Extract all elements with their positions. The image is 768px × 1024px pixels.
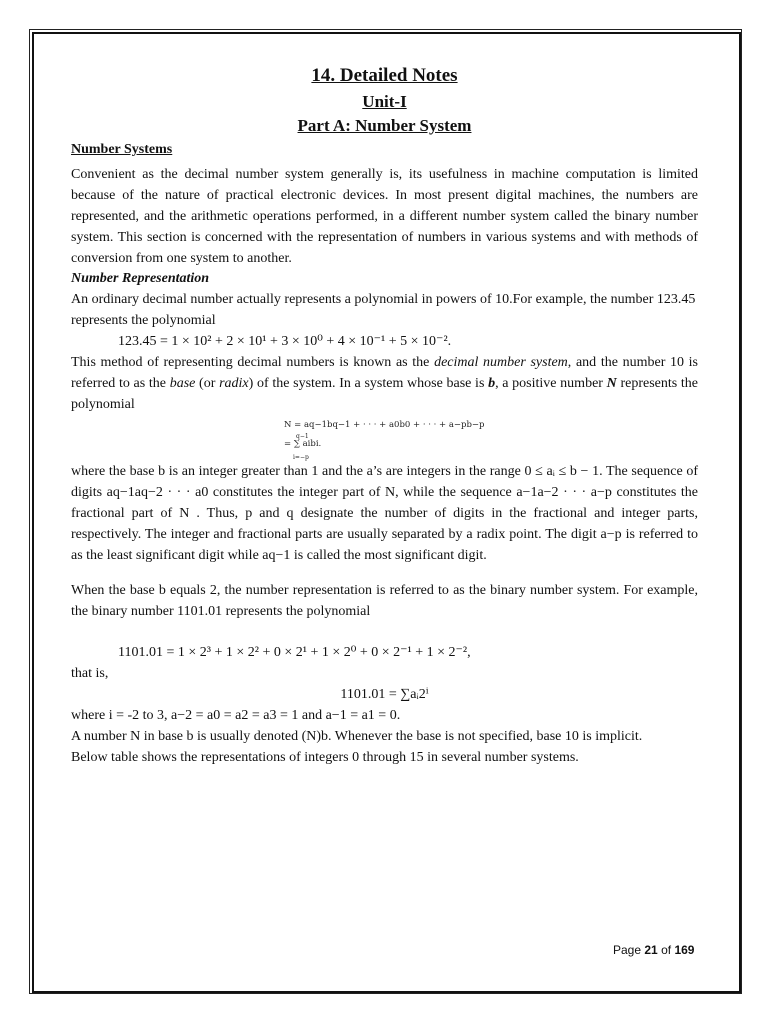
- base-text-n-symbol: N: [606, 376, 617, 391]
- subheading-number-representation: Number Representation: [71, 271, 210, 286]
- formula-sum-upper: q−1: [296, 433, 309, 440]
- formula-line-1: N = aq−1bq−1 + · · · + a0b0 + · · · + a−pb−p: [284, 420, 485, 430]
- binary-equation: 1101.01 = 1 × 2³ + 1 × 2² + 0 × 2¹ + 1 × 2⁰ + 0 × 2⁻¹ + 1 × 2⁻²,: [118, 645, 471, 660]
- decimal-equation: 123.45 = 1 × 10² + 2 × 10¹ + 3 × 10⁰ + 4 × 10⁻¹ + 5 × 10⁻².: [118, 334, 452, 349]
- page-current: 21: [644, 943, 658, 957]
- that-is-text: that is,: [71, 666, 109, 681]
- binary-sum-equation: 1101.01 = ∑aᵢ2ⁱ: [340, 687, 429, 702]
- index-paragraph: where i = -2 to 3, a−2 = a0 = a2 = a3 = 1 and a−1 = a1 = 0.: [71, 708, 401, 723]
- base-text-d: ) of the system. In a system whose base is: [248, 376, 489, 391]
- page-label: Page: [613, 943, 642, 957]
- base-text-base: base: [169, 376, 196, 391]
- digits-paragraph: where the base b is an integer greater than 1 and the a’s are integers in the range 0 ≤ aᵢ ≤ b − 1. The sequence of digits aq−1aq−2 · · · a0 constitutes the integer part of N, while the sequence a−1a−2 · · · a−p constitutes the fractional part of N . Thus, p and q designate the number of digits in the fractional and integer parts, respectively. The integer and fractional parts are usually separated by a radix point. The digit a−p is referred to as the least significant digit while aq−1 is called the most significant digit.: [71, 464, 698, 563]
- base-text-decimal-system: decimal number system: [434, 355, 568, 370]
- page-of-label: of: [661, 943, 672, 957]
- decimal-paragraph: An ordinary decimal number actually represents a polynomial in powers of 10.For example, the number 123.45 represents the polynomial: [71, 292, 696, 328]
- base-text-b-symbol: b: [488, 376, 496, 391]
- page-number-footer: [613, 943, 694, 957]
- table-intro-paragraph: Below table shows the representations of integers 0 through 15 in several number systems.: [71, 750, 579, 765]
- intro-paragraph: Convenient as the decimal number system generally is, its usefulness in machine computation is limited because of the nature of practical electronic devices. In most present digital machines, the numbers are represented, and the arithmetic operations performed, in a different number system called the binary number system. This section is concerned with the representation of numbers in various systems and with methods of conversion from one system to another.: [71, 167, 698, 266]
- base-text-radix: radix: [219, 376, 249, 391]
- part-heading: Part A: Number System: [297, 116, 472, 135]
- notation-paragraph: A number N in base b is usually denoted (N)b. Whenever the base is not specified, base 10 is implicit.: [71, 729, 643, 744]
- base-text-f: represents the polynomial: [71, 376, 698, 412]
- formula-sum-lower: i=−p: [293, 454, 309, 461]
- base-text-e: , a positive number: [495, 376, 607, 391]
- formula-line-2: = ∑ aibi.: [284, 439, 322, 449]
- document-body: [71, 62, 698, 768]
- document-title: 14. Detailed Notes: [311, 65, 458, 86]
- polynomial-formula: [284, 417, 698, 461]
- base-text-b: , and the number 10 is referred to as the: [71, 355, 699, 391]
- binary-paragraph: When the base b equals 2, the number representation is referred to as the binary number system. For example, the binary number 1101.01 represents the polynomial: [71, 583, 698, 619]
- section-heading: Number Systems: [71, 142, 173, 157]
- unit-heading: Unit-I: [362, 92, 407, 111]
- page-total: 169: [674, 943, 695, 957]
- base-text-c: (or: [195, 376, 220, 391]
- base-text-a: This method of representing decimal numbers is known as the: [71, 355, 435, 370]
- base-paragraph: [71, 352, 698, 415]
